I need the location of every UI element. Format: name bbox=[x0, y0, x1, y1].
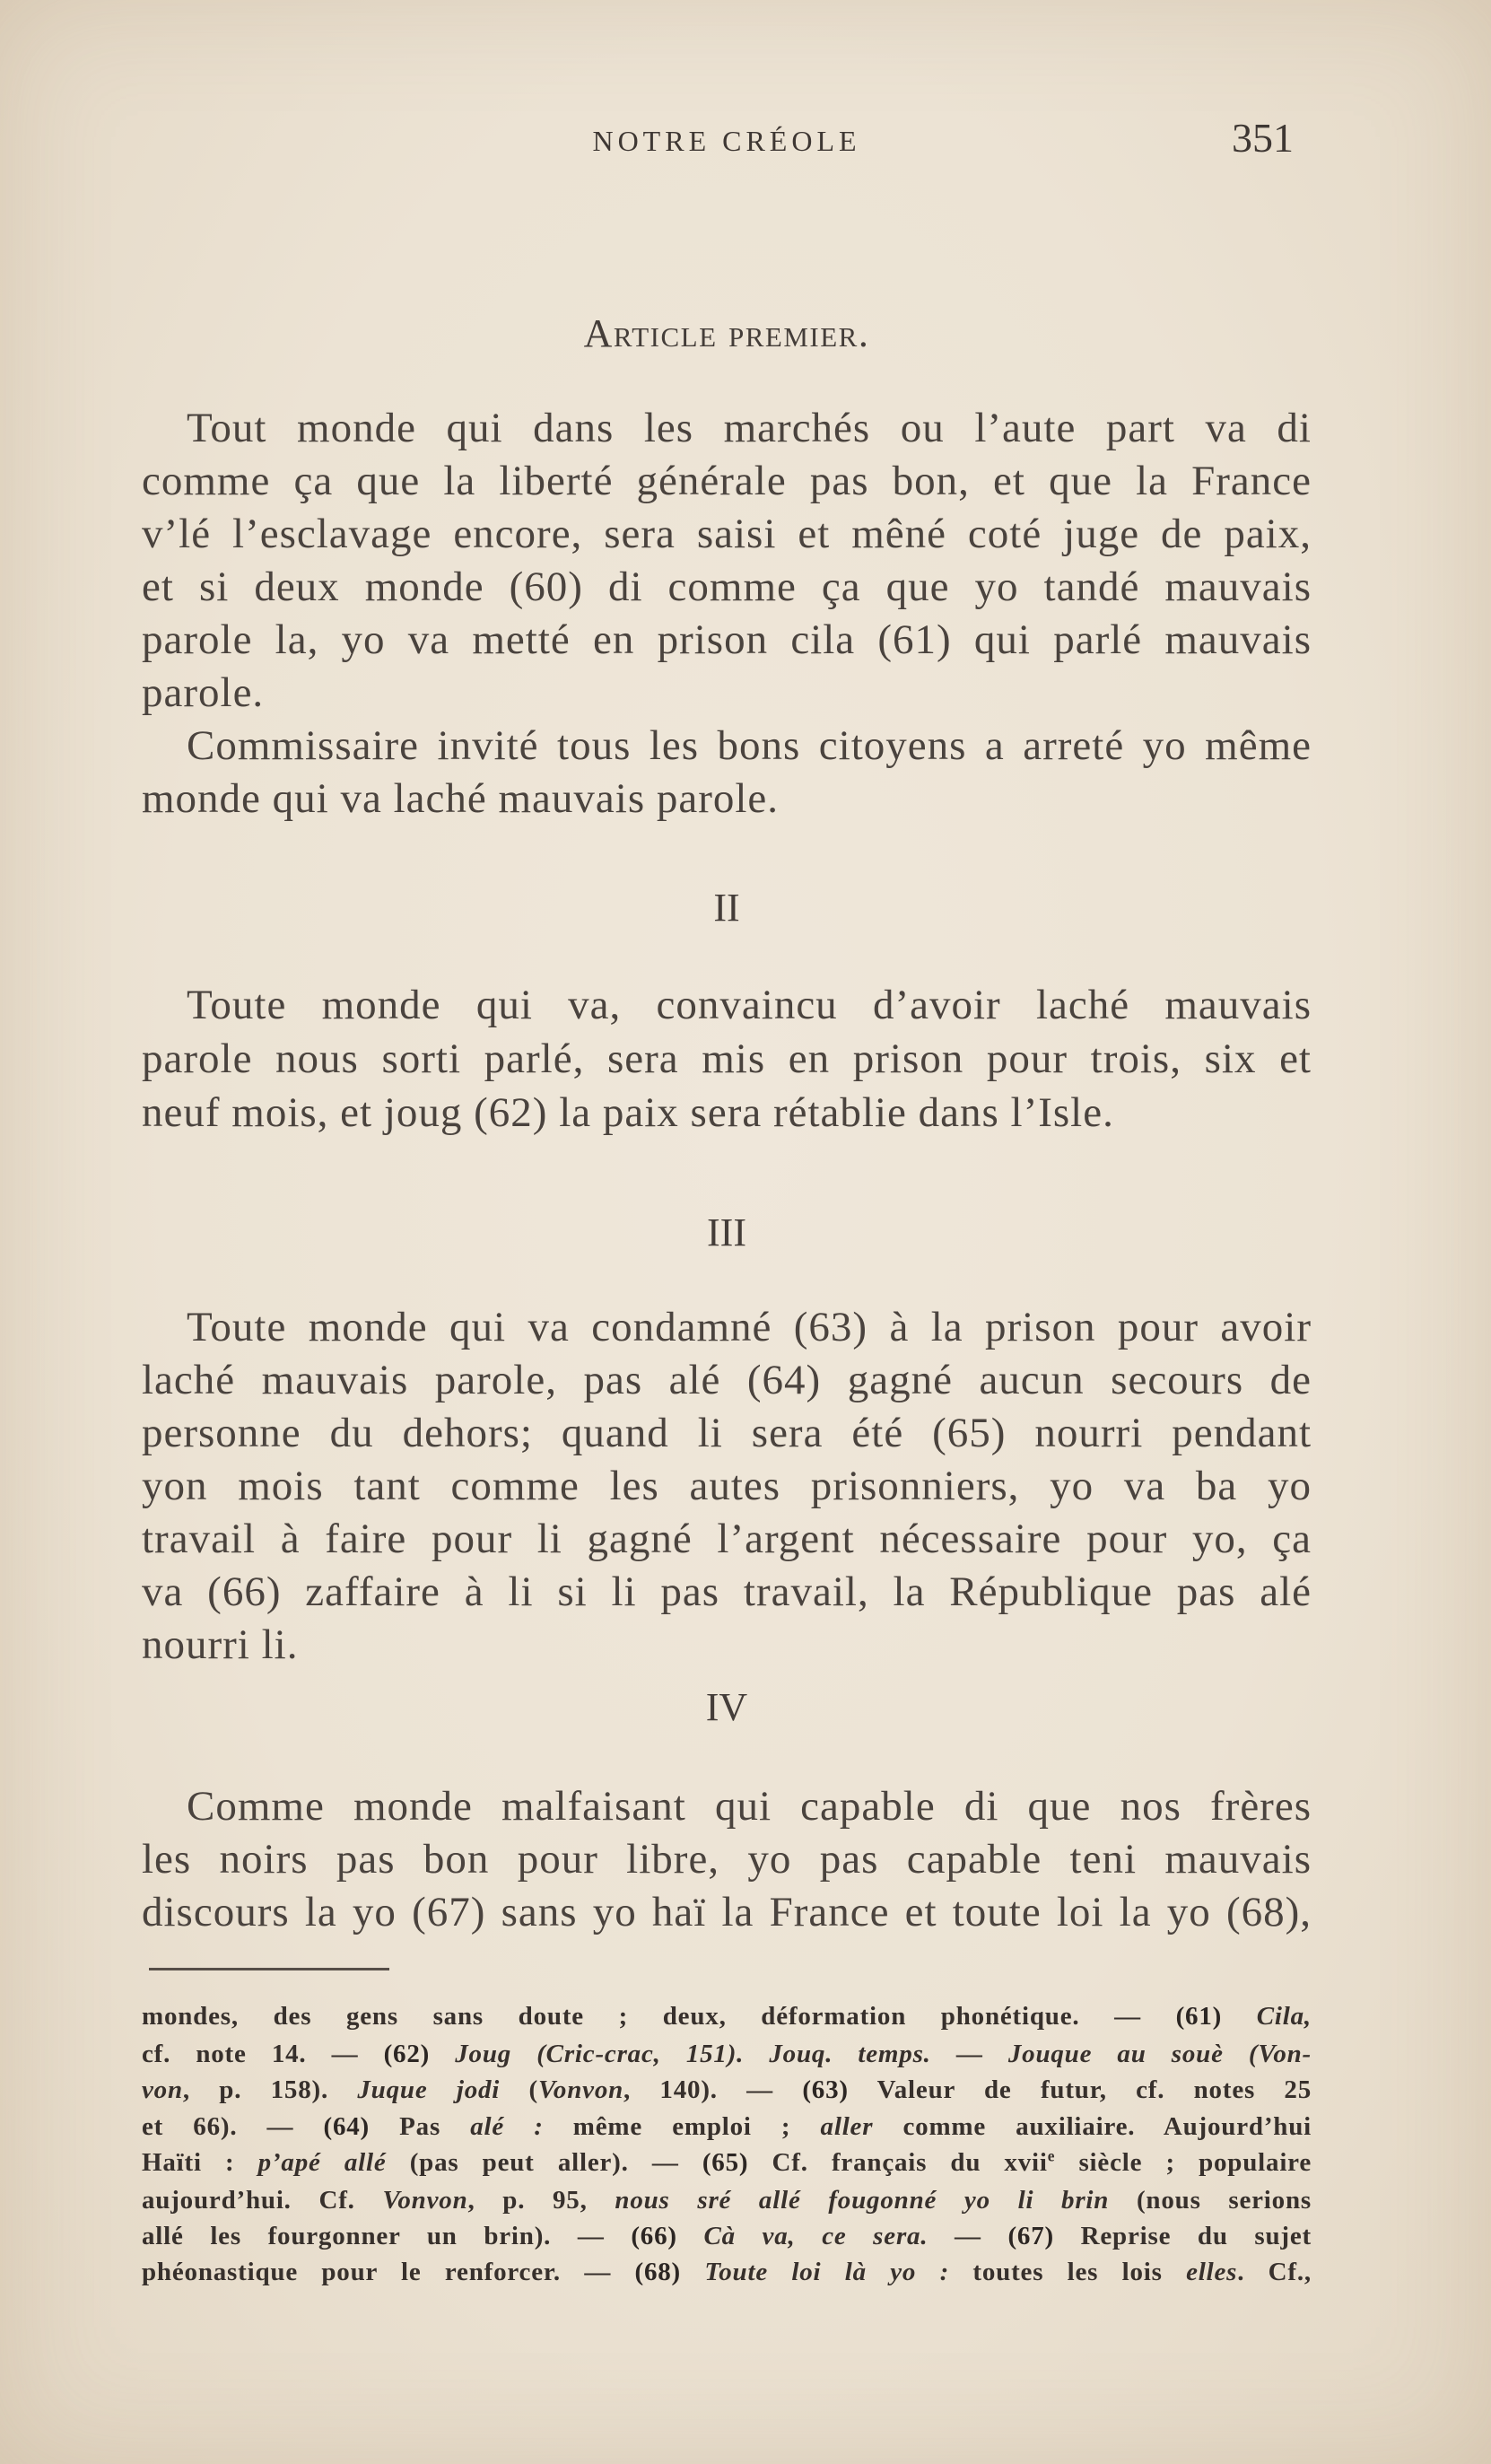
text-line: personne du dehors; quand li sera été (65) nourri pendant bbox=[142, 1410, 1312, 1456]
text-line: et si deux monde (60) di comme ça que yo tandé mauvais bbox=[142, 564, 1312, 610]
footnote-italic-text: aller bbox=[820, 2112, 874, 2141]
text-line: parole. bbox=[142, 669, 265, 716]
footnote-italic-text: p’apé allé bbox=[257, 2148, 387, 2177]
superscript-text: e bbox=[1047, 2146, 1056, 2165]
footnote-line bbox=[142, 2072, 1312, 2108]
text-line: monde qui va laché mauvais parole. bbox=[142, 775, 780, 822]
footnote-text: aujourd’hui. Cf. bbox=[142, 2186, 383, 2215]
text-line: travail à faire pour li gagné l’argent nécessaire pour yo, ça bbox=[142, 1516, 1312, 1562]
footnote-italic-text: Vonvon bbox=[537, 2075, 624, 2104]
footnote-text: , p. 158). bbox=[182, 2075, 358, 2104]
text-line: Comme monde malfaisant qui capable di que nos frères bbox=[187, 1783, 1312, 1830]
text-line: comme ça que la liberté générale pas bon, et que la France bbox=[142, 458, 1312, 504]
footnote-text: (nous serions bbox=[1109, 2186, 1312, 2215]
footnote-line bbox=[142, 2109, 1312, 2145]
footnote-italic-text: Joug (Cric-crac, 151). Jouq. temps. bbox=[455, 2040, 931, 2068]
footnote-italic-text: Cà va, ce sera. bbox=[703, 2222, 929, 2250]
text-line: parole la, yo va metté en prison cila (61) qui parlé mauvais bbox=[142, 616, 1312, 663]
footnote-italic-text: Cila, bbox=[1256, 2002, 1312, 2031]
footnote-text: Pas bbox=[399, 2112, 471, 2141]
text-line: neuf mois, et joug (62) la paix sera rétablie dans l’Isle. bbox=[142, 1089, 1114, 1136]
footnote-number: (63) bbox=[802, 2075, 877, 2104]
text-line: nourri li. bbox=[142, 1621, 299, 1668]
footnote-text: — bbox=[928, 2222, 1008, 2250]
page-number: 351 bbox=[1232, 115, 1294, 161]
footnote-italic-text: von bbox=[142, 2075, 183, 2104]
footnote-number: (66) bbox=[631, 2222, 704, 2250]
footnote-italic-text: Jouque au souè (Von- bbox=[1007, 2040, 1312, 2068]
text-line: yon mois tant comme les autes prisonniers, yo va ba yo bbox=[142, 1463, 1312, 1509]
footnote-italic-text: alé : bbox=[470, 2112, 544, 2141]
text-line: laché mauvais parole, pas alé (64) gagné aucun secours de bbox=[142, 1357, 1312, 1403]
footnote-text: allé les fourgonner un brin). — bbox=[142, 2222, 632, 2250]
text-line: v’lé l’esclavage encore, sera saisi et mêné coté juge de paix, bbox=[142, 511, 1312, 557]
section-numeral: III bbox=[707, 1210, 746, 1254]
footnote-text: phéonastique pour le renforcer. — bbox=[142, 2258, 635, 2286]
footnote-text: même emploi ; bbox=[543, 2112, 821, 2141]
footnote-number: (67) bbox=[1007, 2222, 1081, 2250]
footnote-text: siècle ; populaire bbox=[1055, 2148, 1312, 2177]
footnote-line bbox=[142, 2036, 1312, 2072]
text-line: Toute monde qui va condamné (63) à la prison pour avoir bbox=[187, 1304, 1312, 1350]
footnote-line bbox=[142, 1998, 1312, 2034]
footnote-text: — bbox=[930, 2040, 1008, 2068]
text-line: Commissaire invité tous les bons citoyens a arreté yo même bbox=[187, 722, 1312, 769]
footnote-text: comme auxiliaire. Aujourd’hui bbox=[873, 2112, 1312, 2141]
footnote-italic-text: Toute loi là yo : bbox=[704, 2258, 950, 2286]
footnote-text: Valeur de futur, cf. notes 25 bbox=[876, 2075, 1312, 2104]
footnote-text: . Cf., bbox=[1237, 2258, 1312, 2286]
footnote-line bbox=[142, 2145, 1312, 2180]
article-title: Article premier. bbox=[583, 311, 870, 355]
footnote-italic-text: elles bbox=[1186, 2258, 1238, 2286]
footnote-text: Reprise du sujet bbox=[1080, 2222, 1312, 2250]
footnote-text: , 140). — bbox=[623, 2075, 803, 2104]
text-line: parole nous sorti parlé, sera mis en prison pour trois, six et bbox=[142, 1035, 1312, 1082]
footnote-text: Cf. français du xvii bbox=[772, 2148, 1048, 2177]
text-line: discours la yo (67) sans yo haï la France et toute loi la yo (68), bbox=[142, 1889, 1312, 1935]
section-numeral: II bbox=[713, 886, 740, 930]
text-line: les noirs pas bon pour libre, yo pas capable teni mauvais bbox=[142, 1836, 1312, 1883]
footnote-text: , p. 95, bbox=[467, 2186, 615, 2215]
footnote-number: (65) bbox=[702, 2148, 772, 2177]
text-line: va (66) zaffaire à li si li pas travail, la République pas alé bbox=[142, 1568, 1312, 1615]
footnote-text: (pas peut aller). — bbox=[386, 2148, 702, 2177]
running-title: NOTRE CRÉOLE bbox=[592, 125, 861, 157]
footnote-number: (64) bbox=[323, 2112, 400, 2141]
footnote-italic-text: Juque jodi bbox=[357, 2075, 501, 2104]
footnote-italic-text: nous sré allé fougonné yo li brin bbox=[615, 2186, 1110, 2215]
footnote-separator bbox=[149, 1968, 389, 1970]
footnote-number: (62) bbox=[383, 2040, 456, 2068]
footnote-text: Haïti : bbox=[142, 2148, 258, 2177]
footnote-text: ( bbox=[500, 2075, 538, 2104]
footnote-number: (68) bbox=[634, 2258, 705, 2286]
footnote-line bbox=[142, 2254, 1312, 2290]
footnote-text: cf. note 14. — bbox=[142, 2040, 384, 2068]
text-line: Toute monde qui va, convaincu d’avoir laché mauvais bbox=[187, 982, 1312, 1028]
footnote-number: (61) bbox=[1175, 2002, 1257, 2031]
footnote-text: et 66). — bbox=[142, 2112, 324, 2141]
footnote-line bbox=[142, 2218, 1312, 2254]
footnote-text: toutes les lois bbox=[949, 2258, 1187, 2286]
footnote-text: mondes, des gens sans doute ; deux, déformation phonétique. — bbox=[142, 2002, 1176, 2031]
section-numeral: IV bbox=[705, 1685, 748, 1729]
footnote-italic-text: Vonvon bbox=[382, 2186, 468, 2215]
text-line: Tout monde qui dans les marchés ou l’aute part va di bbox=[187, 405, 1312, 451]
footnote-line bbox=[142, 2182, 1312, 2218]
